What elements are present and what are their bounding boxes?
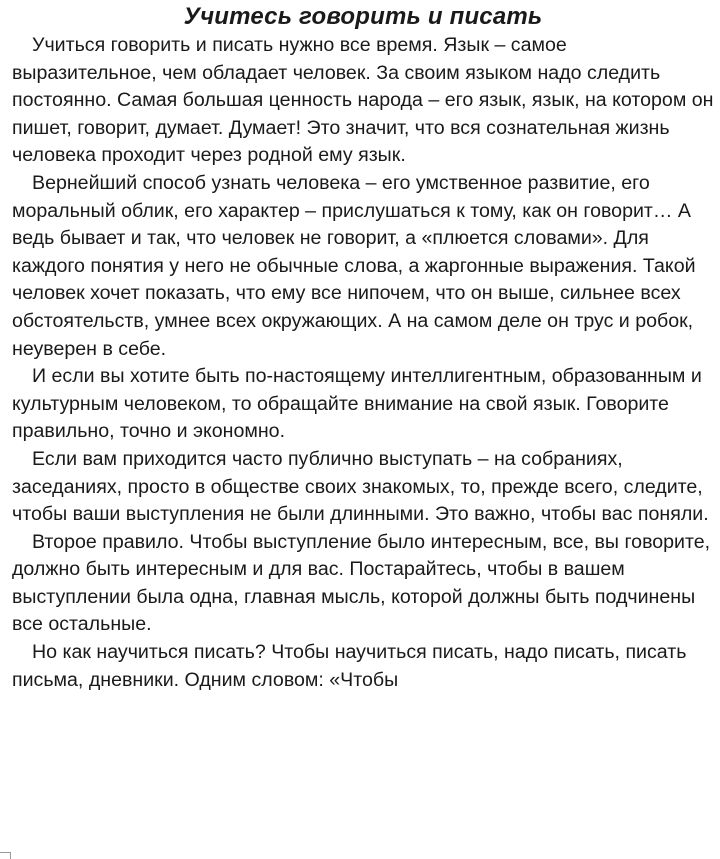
corner-crop-mark <box>0 852 11 859</box>
paragraph-5: Второе правило. Чтобы выступление было интересным, все, вы говорите, должно быть интересным и для вас. Постарайтесь, чтобы в вашем выступлении была одна, главная мысль, которой должны быть подчинены все остальные. <box>12 530 711 636</box>
paragraph-2: Вернейший способ узнать человека – его умственное развитие, его моральный облик, его характер – прислушаться к тому, как он говорит… А ведь бывает и так, что человек не говорит, а «плюется словами». Для каждого понятия у него не обычные слова, а жаргонные выражения. Такой человек хочет показать, что ему все нипочем, что он выше, сильнее всех обстоятельств, умнее всех окружающих. А на самом деле он трус и робок, неуверен в себе. <box>12 171 696 360</box>
document-title: Учитесь говорить и писать <box>183 3 543 30</box>
paragraph-4: Если вам приходится часто публично выступать – на собраниях, заседаниях, просто в обществе своих знакомых, то, прежде всего, следите, чтобы ваши выступления не были длинными. Это важно, чтобы вас поняли. <box>12 447 709 526</box>
paragraph-1: Учиться говорить и писать нужно все время. Язык – самое выразительное, чем обладает человек. За своим языком надо следить постоянно. Самая большая ценность народа – его язык, язык, на котором он пишет, говорит, думает. Думает! Это значит, что вся сознательная жизнь человека проходит через родной ему язык. <box>12 34 714 167</box>
paragraph-6: Но как научиться писать? Чтобы научиться писать, надо писать, писать письма, дневники. Одним словом: «Чтобы <box>12 641 687 691</box>
paragraph-3: И если вы хотите быть по-настоящему интеллигентным, образованным и культурным человеком, то обращайте внимание на свой язык. Говорите правильно, точно и экономно. <box>12 365 702 443</box>
